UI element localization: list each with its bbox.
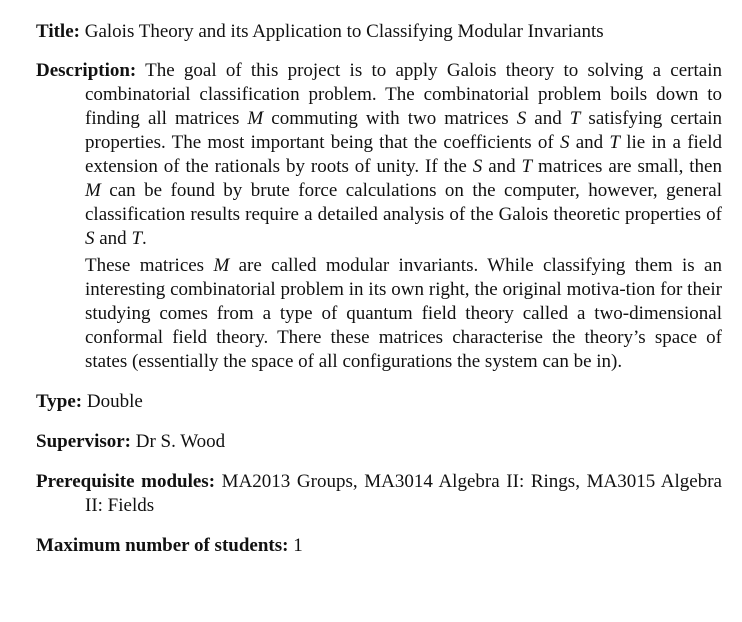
math-symbol-m: M: [85, 180, 101, 201]
description-and: and: [99, 228, 127, 249]
type-value: Double: [86, 391, 143, 412]
description-p2-text-1: These matrices: [85, 255, 205, 276]
math-symbol-t: T: [521, 156, 533, 177]
math-symbol-s: S: [559, 132, 570, 153]
description-period: .: [142, 228, 147, 249]
type-field: [36, 390, 722, 414]
math-symbol-s: S: [516, 108, 527, 129]
math-symbol-t: T: [569, 108, 581, 129]
max-students-label: Maximum number of students:: [36, 535, 289, 556]
max-students-value: 1: [293, 535, 303, 556]
prerequisites-value: MA2013 Groups, MA3014 Algebra II: Rings, MA3015 Algebra II: Fields: [85, 471, 722, 516]
supervisor-field: [36, 430, 722, 454]
description-text-5: matrices are small, then: [538, 156, 722, 177]
supervisor-label: Supervisor:: [36, 431, 131, 452]
description-text-4: lie in a field extension of the rationals by roots of unity. If the: [85, 132, 723, 177]
max-students-field: [36, 534, 722, 558]
math-symbol-s: S: [85, 228, 95, 249]
type-label: Type:: [36, 391, 83, 412]
description-text-1: The goal of this project is to apply Galois theory to solving a certain combinatorial classification problem. The combinatorial problem boils down to finding all matrices: [85, 60, 722, 129]
description-p2-text-2: are called modular invariants. While classifying them is an interesting combinatorial problem in its own right, the original motiva-tion for their studying comes from a type of quantum field theory called a two-dimensional conformal field theory. There these matrices characterise the theory’s space of states (essentially the space of all configurations the system can be in).: [85, 255, 722, 372]
title-field: [36, 20, 722, 44]
description-and: and: [534, 108, 562, 129]
description-field: [36, 59, 722, 251]
math-symbol-m: M: [247, 108, 264, 129]
math-symbol-s: S: [472, 156, 483, 177]
description-text-2: commuting with two matrices: [271, 108, 509, 129]
math-symbol-m: M: [213, 255, 230, 276]
math-symbol-t: T: [609, 132, 620, 153]
description-paragraph-2: [36, 254, 722, 374]
title-value: Galois Theory and its Application to Classifying Modular Invariants: [84, 21, 604, 42]
description-text-3: satisfying certain properties. The most important being that the coefficients of: [85, 108, 723, 153]
description-label: Description:: [36, 60, 137, 81]
math-symbol-t: T: [131, 228, 143, 249]
title-label: Title:: [36, 21, 80, 42]
prerequisites-field: [36, 470, 722, 518]
description-text-6: can be found by brute force calculations on the computer, however, general classification results require a detailed analysis of the Galois theoretic properties of: [85, 180, 722, 225]
prerequisites-label: Prerequisite modules:: [36, 471, 216, 492]
supervisor-value: Dr S. Wood: [135, 431, 226, 452]
description-and: and: [488, 156, 516, 177]
description-and: and: [575, 132, 604, 153]
